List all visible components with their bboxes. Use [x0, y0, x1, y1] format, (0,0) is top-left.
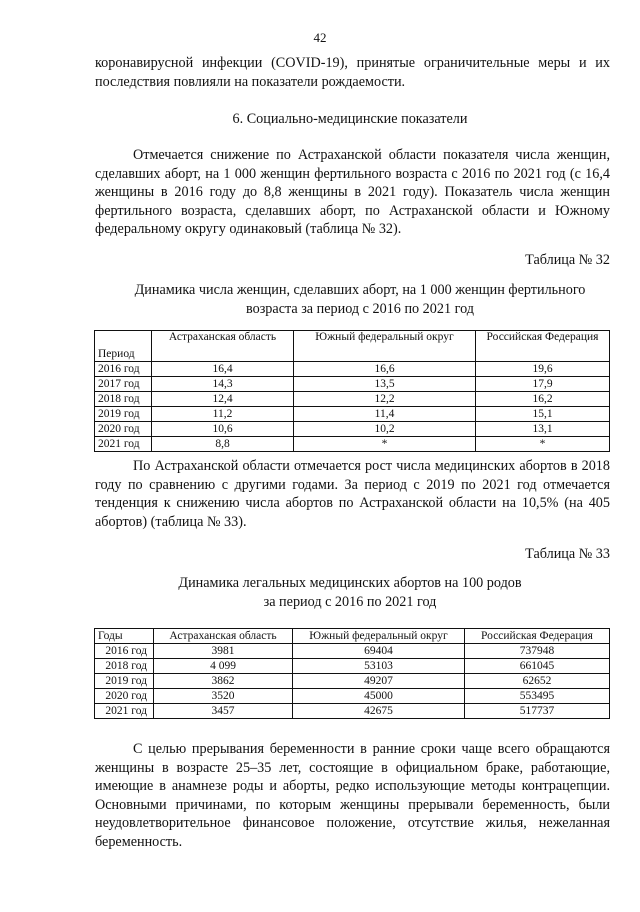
paragraph-abortion-rate: Отмечается снижение по Астраханской области показателя числа женщин, сделавших аборт, на 1 000 женщин фертильного возраста с 2016 по 2021 год (с 16,4 женщины в 2016 году до 8,8 женщины в 2021 году). Показатель числа женщин фертильного возраста, сделавших аборт, по Астраханской области и Южному федеральному округу одинаковый (таблица № 32).	[95, 147, 610, 237]
cell-year: 2020 год	[95, 422, 152, 437]
cell-year: 2016 год	[95, 362, 152, 377]
cell-russia: 737948	[465, 644, 610, 659]
cell-south-district: 49207	[293, 674, 465, 689]
table-row	[95, 704, 610, 719]
table-33	[94, 628, 610, 719]
cell-south-district: *	[294, 437, 476, 452]
cell-russia: *	[476, 437, 610, 452]
header-south-district: Южный федеральный округ	[294, 331, 476, 362]
cell-south-district: 42675	[293, 704, 465, 719]
cell-astrakhan: 3862	[154, 674, 293, 689]
cell-year: 2016 год	[95, 644, 154, 659]
cell-astrakhan: 3520	[154, 689, 293, 704]
cell-russia: 517737	[465, 704, 610, 719]
paragraph-reasons: С целью прерывания беременности в ранние сроки чаще всего обращаются женщины в возрасте 25–35 лет, состоящие в официальном браке, работающие, имеющие в анамнезе роды и аборты, редко использующие методы контрацепции. Основными причинами, по которым женщины прерывали беременность, были неудовлетворительное финансовое положение, отсутствие жилья, нежеланная беременность.	[95, 741, 610, 850]
cell-south-district: 13,5	[294, 377, 476, 392]
table-row	[95, 422, 610, 437]
table-33-title-line2: за период с 2016 по 2021 год	[263, 594, 437, 610]
page-number: 42	[313, 30, 327, 45]
cell-year: 2017 год	[95, 377, 152, 392]
cell-astrakhan: 4 099	[154, 659, 293, 674]
table-row	[95, 644, 610, 659]
table-row	[95, 392, 610, 407]
cell-south-district: 12,2	[294, 392, 476, 407]
cell-year: 2020 год	[95, 689, 154, 704]
cell-south-district: 10,2	[294, 422, 476, 437]
table-32	[94, 330, 610, 452]
cell-russia: 62652	[465, 674, 610, 689]
cell-south-district: 69404	[293, 644, 465, 659]
cell-russia: 15,1	[476, 407, 610, 422]
table-row	[95, 659, 610, 674]
cell-year: 2018 год	[95, 659, 154, 674]
cell-russia: 13,1	[476, 422, 610, 437]
cell-year: 2018 год	[95, 392, 152, 407]
table-row	[95, 674, 610, 689]
header-astrakhan: Астраханская область	[152, 331, 294, 362]
cell-astrakhan: 3981	[154, 644, 293, 659]
cell-russia: 661045	[465, 659, 610, 674]
cell-astrakhan: 14,3	[152, 377, 294, 392]
cell-astrakhan: 12,4	[152, 392, 294, 407]
paragraph-medical-abortions: По Астраханской области отмечается рост числа медицинских абортов в 2018 году по сравнению с другими годами. За период с 2019 по 2021 год отмечается тенденция к снижению числа абортов по Астраханской области на 10,5% (на 405 абортов) (таблица № 33).	[95, 458, 610, 530]
cell-year: 2019 год	[95, 674, 154, 689]
table-32-label: Таблица № 32	[525, 252, 610, 268]
header-south-district: Южный федеральный округ	[293, 629, 465, 644]
cell-astrakhan: 3457	[154, 704, 293, 719]
cell-south-district: 11,4	[294, 407, 476, 422]
cell-russia: 19,6	[476, 362, 610, 377]
cell-russia: 553495	[465, 689, 610, 704]
cell-russia: 16,2	[476, 392, 610, 407]
header-years: Годы	[95, 629, 154, 644]
cell-year: 2021 год	[95, 704, 154, 719]
header-astrakhan: Астраханская область	[154, 629, 293, 644]
cell-south-district: 53103	[293, 659, 465, 674]
cell-russia: 17,9	[476, 377, 610, 392]
table-32-title: Динамика числа женщин, сделавших аборт, на 1 000 женщин фертильного возраста за период с 2016 по 2021 год	[134, 282, 586, 317]
table-row	[95, 377, 610, 392]
intro-paragraph: коронавирусной инфекции (COVID-19), принятые ограничительные меры и их последствия повлияли на показатели рождаемости.	[95, 55, 610, 90]
cell-astrakhan: 11,2	[152, 407, 294, 422]
cell-year: 2021 год	[95, 437, 152, 452]
cell-astrakhan: 16,4	[152, 362, 294, 377]
table-header-row	[95, 331, 610, 362]
table-row	[95, 362, 610, 377]
cell-south-district: 16,6	[294, 362, 476, 377]
cell-astrakhan: 8,8	[152, 437, 294, 452]
header-russia: Российская Федерация	[465, 629, 610, 644]
cell-south-district: 45000	[293, 689, 465, 704]
table-33-title-line1: Динамика легальных медицинских абортов на 100 родов	[178, 575, 522, 591]
table-33-label: Таблица № 33	[525, 546, 610, 562]
table-row	[95, 437, 610, 452]
table-row	[95, 689, 610, 704]
table-row	[95, 407, 610, 422]
section-heading: 6. Социально-медицинские показатели	[232, 111, 468, 127]
table-header-row	[95, 629, 610, 644]
cell-year: 2019 год	[95, 407, 152, 422]
header-period: Период	[95, 331, 152, 362]
cell-astrakhan: 10,6	[152, 422, 294, 437]
header-russia: Российская Федерация	[476, 331, 610, 362]
